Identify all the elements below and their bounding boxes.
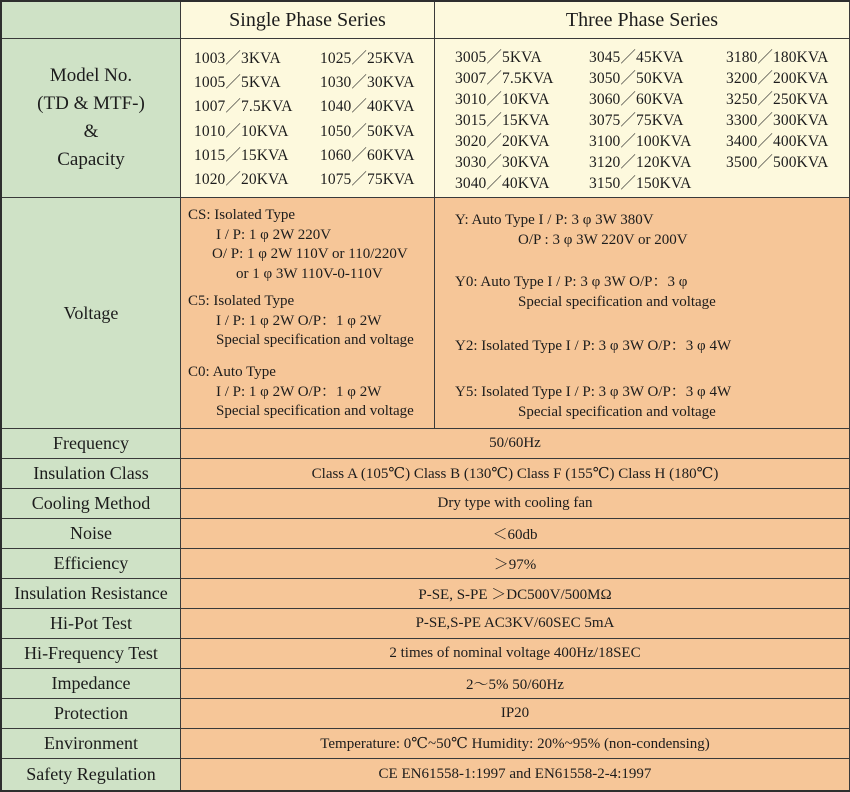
voltage-c5-io: I / P: 1 φ 2W O/P：1 φ 2W	[216, 312, 382, 329]
model-item: 3060／60KVA	[589, 91, 684, 108]
voltage-label: Voltage	[2, 198, 181, 429]
model-item: 3020／20KVA	[455, 133, 550, 150]
model-item: 3007／7.5KVA	[455, 70, 554, 87]
voltage-single-phase	[181, 198, 435, 429]
voltage-y-block	[455, 211, 688, 250]
model-item: 1075／75KVA	[320, 171, 415, 189]
model-label-line: Capacity	[57, 149, 125, 170]
model-item: 1015／15KVA	[194, 146, 289, 164]
header-three-phase: Three Phase Series	[435, 2, 850, 39]
impedance-value: 2～5% 50/60Hz	[181, 669, 850, 699]
efficiency-value: ＞97%	[181, 549, 850, 579]
model-item: 1050／50KVA	[320, 122, 415, 140]
model-item: 1020／20KVA	[194, 171, 289, 189]
insulation-resistance-label: Insulation Resistance	[2, 579, 181, 609]
model-item: 3150／150KVA	[589, 175, 692, 192]
hi-frequency-test-value: 2 times of nominal voltage 400Hz/18SEC	[181, 639, 850, 669]
model-item: 3180／180KVA	[726, 49, 829, 66]
safety-regulation-value: CE EN61558-1:1997 and EN61558-2-4:1997	[181, 759, 850, 790]
voltage-y5-block	[455, 383, 731, 422]
voltage-y2-block	[455, 337, 731, 357]
model-item: 3250／250KVA	[726, 91, 829, 108]
voltage-y2-line1: Y2: Isolated Type I / P: 3 φ 3W O/P：3 φ 4W	[455, 338, 732, 354]
model-item: 3030／30KVA	[455, 154, 550, 171]
model-item: 3005／5KVA	[455, 49, 542, 66]
three-model-column	[455, 47, 554, 194]
voltage-y-line2: O/P : 3 φ 3W 220V or 200V	[518, 231, 688, 248]
model-item: 1040／40KVA	[320, 98, 415, 116]
voltage-three-phase	[435, 198, 850, 429]
voltage-y5-line2: Special specification and voltage	[518, 403, 716, 420]
efficiency-label: Efficiency	[2, 549, 181, 579]
insulation-class-label: Insulation Class	[2, 459, 181, 489]
three-phase-models	[435, 39, 850, 198]
safety-regulation-label: Safety Regulation	[2, 759, 181, 790]
voltage-cs-output-alt: or 1 φ 3W 110V-0-110V	[236, 265, 383, 282]
model-item: 3300／300KVA	[726, 112, 829, 129]
voltage-c5-title: C5: Isolated Type	[188, 293, 295, 309]
model-item: 3120／120KVA	[589, 154, 692, 171]
model-item: 3040／40KVA	[455, 175, 550, 192]
corner-cell	[2, 2, 181, 39]
model-label-line: (TD & MTF-)	[37, 93, 145, 114]
insulation-class-value: Class A (105℃) Class B (130℃) Class F (155℃) Class H (180℃)	[181, 459, 850, 489]
voltage-c0-block	[188, 363, 414, 422]
model-item: 1060／60KVA	[320, 146, 415, 164]
protection-label: Protection	[2, 699, 181, 729]
model-item: 3200／200KVA	[726, 70, 829, 87]
voltage-c0-io: I / P: 1 φ 2W O/P：1 φ 2W	[216, 383, 382, 400]
model-item: 3075／75KVA	[589, 112, 684, 129]
voltage-y0-block	[455, 273, 716, 312]
single-model-column	[194, 47, 293, 192]
model-item: 3500／500KVA	[726, 154, 829, 171]
model-item: 3010／10KVA	[455, 91, 550, 108]
model-item: 3400／400KVA	[726, 133, 829, 150]
protection-value: IP20	[181, 699, 850, 729]
cooling-method-label: Cooling Method	[2, 489, 181, 519]
single-phase-models	[181, 39, 435, 198]
frequency-label: Frequency	[2, 429, 181, 459]
model-item: 1025／25KVA	[320, 50, 415, 67]
noise-label: Noise	[2, 519, 181, 549]
model-label	[2, 39, 181, 198]
voltage-y5-line1: Y5: Isolated Type I / P: 3 φ 3W O/P：3 φ 4W	[455, 384, 732, 400]
voltage-y0-line1: Y0: Auto Type I / P: 3 φ 3W O/P：3 φ	[455, 274, 688, 290]
voltage-cs-input: I / P: 1 φ 2W 220V	[216, 226, 332, 243]
model-item: 3015／15KVA	[455, 112, 550, 129]
voltage-c5-block	[188, 292, 414, 351]
environment-label: Environment	[2, 729, 181, 759]
environment-value: Temperature: 0℃~50℃ Humidity: 20%~95% (non-condensing)	[181, 729, 850, 759]
voltage-c0-title: C0: Auto Type	[188, 364, 276, 380]
voltage-cs-title: CS: Isolated Type	[188, 207, 295, 223]
single-model-column	[320, 47, 415, 192]
hi-pot-test-label: Hi-Pot Test	[2, 609, 181, 639]
three-model-column	[726, 47, 828, 173]
model-label-line: &	[83, 121, 99, 142]
voltage-cs-block	[188, 206, 408, 284]
hi-pot-test-value: P-SE,S-PE AC3KV/60SEC 5mA	[181, 609, 850, 639]
cooling-method-value: Dry type with cooling fan	[181, 489, 850, 519]
model-item: 3100／100KVA	[589, 133, 692, 150]
noise-value: ＜60db	[181, 519, 850, 549]
three-model-column	[589, 47, 691, 194]
model-item: 3045／45KVA	[589, 49, 684, 66]
header-single-phase: Single Phase Series	[181, 2, 435, 39]
model-item: 1007／7.5KVA	[194, 98, 293, 116]
voltage-c5-spec: Special specification and voltage	[216, 332, 414, 348]
voltage-y0-line2: Special specification and voltage	[518, 293, 716, 310]
voltage-y-line1: Y: Auto Type I / P: 3 φ 3W 380V	[455, 212, 654, 228]
frequency-value: 50/60Hz	[181, 429, 850, 459]
model-item: 1003／3KVA	[194, 50, 281, 67]
hi-frequency-test-label: Hi-Frequency Test	[2, 639, 181, 669]
impedance-label: Impedance	[2, 669, 181, 699]
model-item: 1010／10KVA	[194, 122, 289, 140]
voltage-cs-output: O/ P: 1 φ 2W 110V or 110/220V	[212, 246, 408, 262]
voltage-c0-spec: Special specification and voltage	[216, 403, 414, 419]
model-item: 1005／5KVA	[194, 74, 281, 92]
insulation-resistance-value: P-SE, S-PE ＞DC500V/500MΩ	[181, 579, 850, 609]
model-label-line: Model No.	[49, 65, 133, 86]
model-item: 1030／30KVA	[320, 74, 415, 92]
model-item: 3050／50KVA	[589, 70, 684, 87]
